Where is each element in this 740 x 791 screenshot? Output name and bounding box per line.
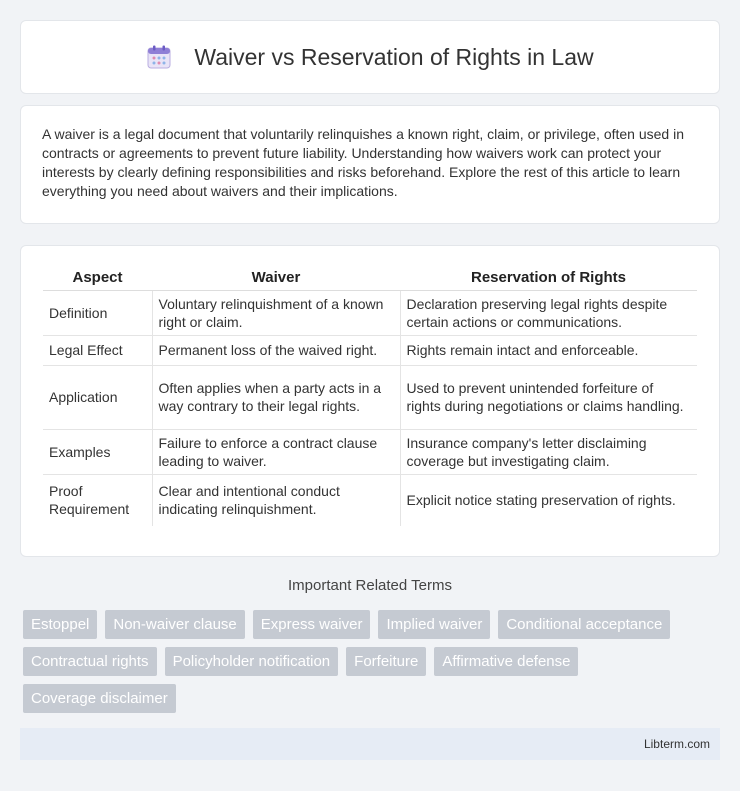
calendar-icon [146, 44, 172, 70]
table-cell: Application [43, 365, 152, 429]
column-header: Aspect [43, 266, 152, 290]
table-cell: Often applies when a party acts in a way contrary to their legal rights. [152, 365, 400, 429]
tag-coverage-disclaimer[interactable]: Coverage disclaimer [23, 684, 176, 713]
intro-text: A waiver is a legal document that voluntarily relinquishes a known right, claim, or privilege, often used in contracts or agreements to prevent future liability. Understanding how waivers work can protect your interests by clearly defining responsibilities and risks beforehand. Explore the rest of this article to learn everything you need about waivers and their implications. [42, 126, 684, 199]
tag-policyholder-notification[interactable]: Policyholder notification [165, 647, 339, 676]
table-row [43, 365, 697, 429]
table-cell: Insurance company's letter disclaiming coverage but investigating claim. [400, 429, 697, 474]
table-row [43, 335, 697, 365]
table-cell: Failure to enforce a contract clause leading to waiver. [152, 429, 400, 474]
table-row [43, 429, 697, 474]
column-header: Waiver [152, 266, 400, 290]
table-cell: Explicit notice stating preservation of rights. [400, 474, 697, 526]
tag-affirmative-defense[interactable]: Affirmative defense [434, 647, 578, 676]
tag-estoppel[interactable]: Estoppel [23, 610, 97, 639]
table-row [43, 474, 697, 526]
tag-non-waiver-clause[interactable]: Non-waiver clause [105, 610, 244, 639]
intro-card [20, 105, 720, 224]
table-cell: Declaration preserving legal rights despite certain actions or communications. [400, 290, 697, 335]
table-cell: Legal Effect [43, 335, 152, 365]
comparison-table [43, 266, 697, 526]
related-terms-heading: Important Related Terms [288, 577, 452, 594]
table-cell: Definition [43, 290, 152, 335]
table-cell: Voluntary relinquishment of a known right or claim. [152, 290, 400, 335]
page-title: Waiver vs Reservation of Rights in Law [194, 43, 594, 70]
table-cell: Examples [43, 429, 152, 474]
related-terms-list [23, 610, 713, 721]
table-row [43, 290, 697, 335]
column-header: Reservation of Rights [400, 266, 697, 290]
tag-forfeiture[interactable]: Forfeiture [346, 647, 426, 676]
table-cell: Clear and intentional conduct indicating relinquishment. [152, 474, 400, 526]
table-cell: Proof Requirement [49, 483, 130, 518]
tag-conditional-acceptance[interactable]: Conditional acceptance [498, 610, 670, 639]
comparison-table-card [20, 245, 720, 557]
table-cell: Rights remain intact and enforceable. [400, 335, 697, 365]
table-header-row [43, 266, 697, 290]
table-cell: Used to prevent unintended forfeiture of rights during negotiations or claims handling. [400, 365, 697, 429]
tag-express-waiver[interactable]: Express waiver [253, 610, 371, 639]
footer [20, 728, 720, 760]
title-card [20, 20, 720, 94]
footer-site-link[interactable]: Libterm.com [643, 737, 710, 751]
tag-implied-waiver[interactable]: Implied waiver [378, 610, 490, 639]
tag-contractual-rights[interactable]: Contractual rights [23, 647, 157, 676]
table-cell: Permanent loss of the waived right. [152, 335, 400, 365]
